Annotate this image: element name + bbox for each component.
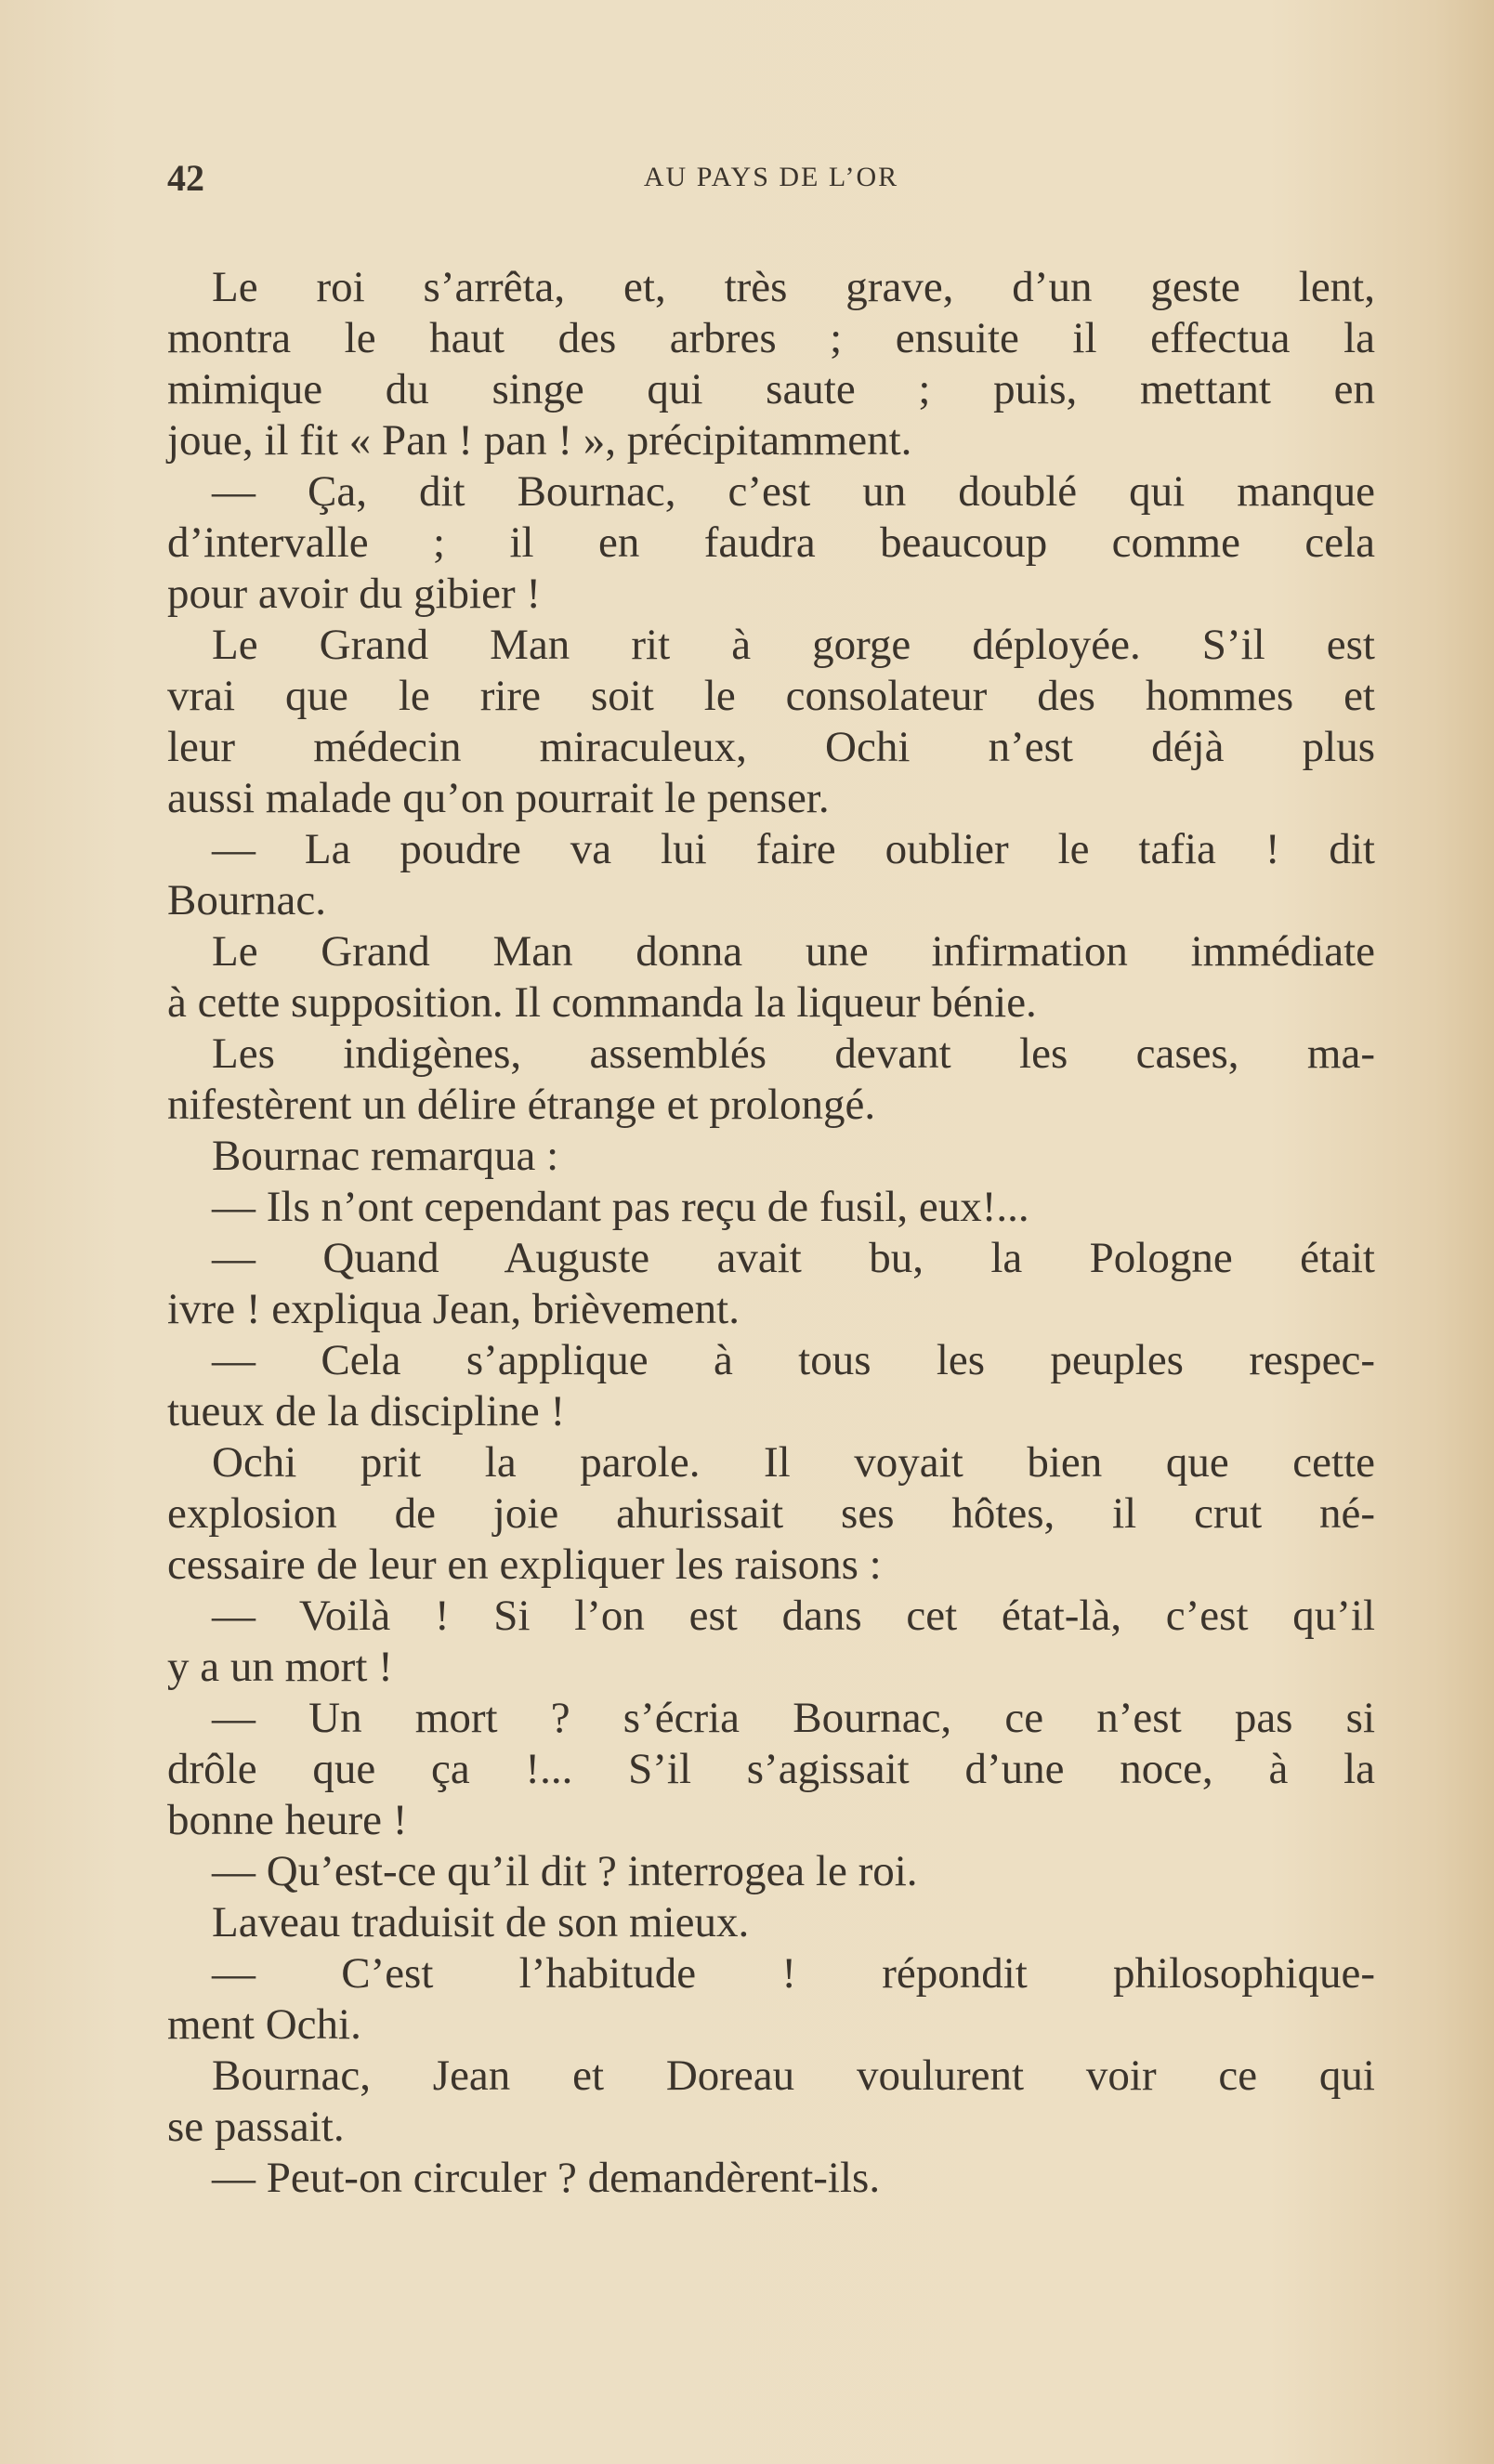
text-line: aussi malade qu’on pourrait le penser. — [167, 774, 830, 822]
text-line: — Voilà ! Si l’on est dans cet état-là, c’est qu’il — [212, 1592, 1375, 1640]
text-line: Le Grand Man rit à gorge déployée. S’il est — [212, 621, 1375, 669]
text-line: cessaire de leur en expliquer les raisons : — [167, 1540, 882, 1589]
text-line: d’intervalle ; il en faudra beaucoup comme cela — [167, 518, 1375, 567]
page-header — [167, 156, 1375, 203]
text-line: vrai que le rire soit le consolateur des hommes et — [167, 672, 1375, 720]
body-text — [167, 262, 1375, 2204]
text-line: y a un mort ! — [167, 1643, 393, 1691]
text-line: mimique du singe qui saute ; puis, mettant en — [167, 365, 1375, 413]
text-line: Ochi prit la parole. Il voyait bien que cette — [212, 1438, 1375, 1487]
text-line: — La poudre va lui faire oublier le tafia ! dit — [212, 825, 1375, 873]
text-line: Bournac. — [167, 876, 326, 924]
text-line: — Qu’est-ce qu’il dit ? interrogea le roi. — [212, 1847, 918, 1895]
text-line: drôle que ça !... S’il s’agissait d’une noce, à la — [167, 1745, 1375, 1793]
text-line: — Ils n’ont cependant pas reçu de fusil, eux!... — [212, 1183, 1029, 1231]
text-line: explosion de joie ahurissait ses hôtes, il crut né- — [167, 1489, 1375, 1538]
text-line: ivre ! expliqua Jean, brièvement. — [167, 1285, 740, 1333]
text-line: se passait. — [167, 2103, 345, 2151]
text-line: — Ça, dit Bournac, c’est un doublé qui manque — [212, 467, 1375, 516]
text-line: pour avoir du gibier ! — [167, 570, 542, 618]
text-line: Le Grand Man donna une infirmation immédiate — [212, 927, 1375, 976]
text-line: Laveau traduisit de son mieux. — [212, 1898, 750, 1946]
text-line: — C’est l’habitude ! répondit philosophique- — [212, 1949, 1375, 1998]
text-line: nifestèrent un délire étrange et prolongé. — [167, 1081, 876, 1129]
text-line: — Peut-on circuler ? demandèrent-ils. — [212, 2154, 881, 2202]
page-number: 42 — [167, 157, 204, 199]
text-line: à cette supposition. Il commanda la liqueur bénie. — [167, 978, 1037, 1027]
text-line: leur médecin miraculeux, Ochi n’est déjà plus — [167, 723, 1375, 771]
text-line: bonne heure ! — [167, 1796, 408, 1844]
text-line: Bournac remarqua : — [212, 1132, 559, 1180]
running-title: AU PAYS DE L’OR — [643, 162, 899, 192]
text-line: Le roi s’arrêta, et, très grave, d’un geste lent, — [212, 263, 1375, 311]
text-line: — Quand Auguste avait bu, la Pologne était — [212, 1234, 1375, 1282]
text-line: Les indigènes, assemblés devant les cases, ma- — [212, 1029, 1375, 1078]
text-line: montra le haut des arbres ; ensuite il effectua la — [167, 314, 1375, 362]
text-line: joue, il fit « Pan ! pan ! », précipitamment. — [167, 416, 912, 465]
text-line: — Cela s’applique à tous les peuples respec- — [212, 1336, 1375, 1384]
text-line: Bournac, Jean et Doreau voulurent voir ce qui — [212, 2051, 1375, 2100]
text-line: — Un mort ? s’écria Bournac, ce n’est pas si — [212, 1694, 1375, 1742]
text-line: ment Ochi. — [167, 2000, 361, 2049]
text-line: tueux de la discipline ! — [167, 1387, 566, 1435]
